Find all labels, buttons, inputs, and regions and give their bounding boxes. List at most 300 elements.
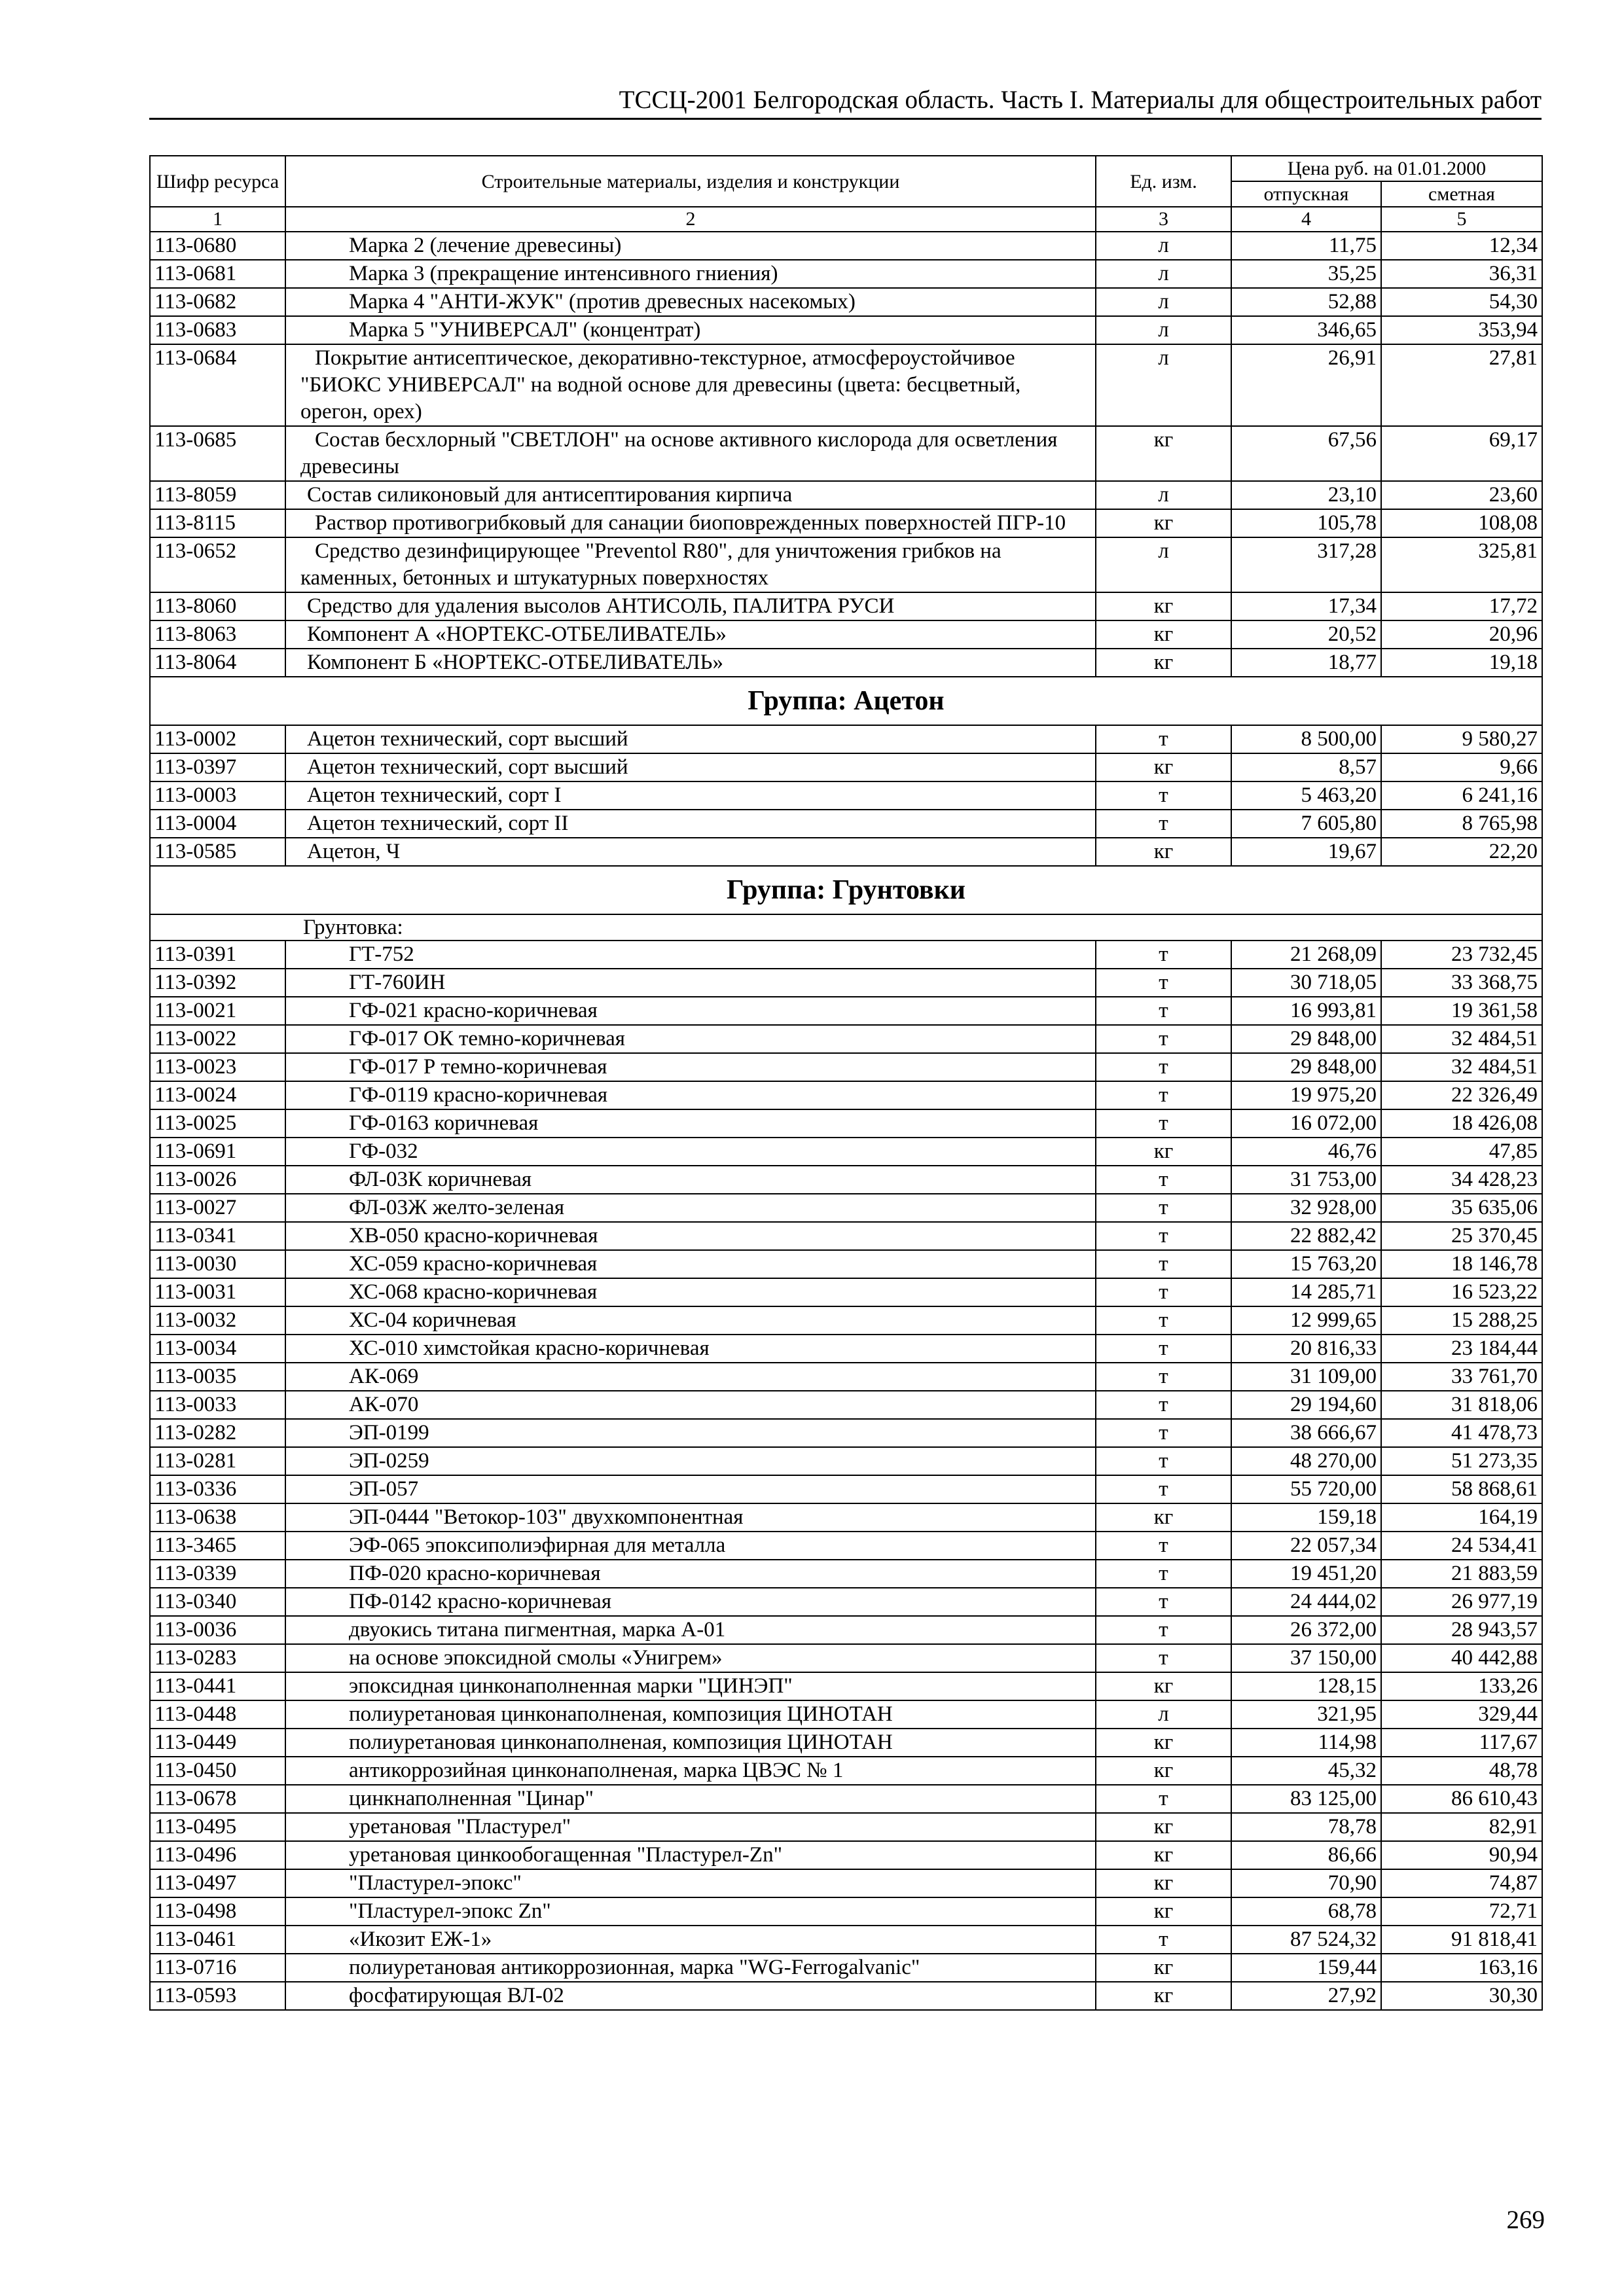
material-name: ФЛ-03Ж желто-зеленая [349, 1196, 565, 1219]
estimate-price-cell: 23 184,44 [1381, 1335, 1542, 1363]
material-name-cell [285, 344, 1096, 426]
release-price-cell: 38 666,67 [1231, 1419, 1381, 1447]
table-row [150, 1532, 1542, 1560]
resource-code-cell: 113-0448 [150, 1700, 285, 1729]
release-price-cell: 20 816,33 [1231, 1335, 1381, 1363]
material-name-cell [285, 1166, 1096, 1194]
resource-code-cell: 113-0030 [150, 1250, 285, 1278]
column-header-code: Шифр ресурса [150, 156, 285, 207]
material-name-cell [285, 1532, 1096, 1560]
release-price-cell: 31 109,00 [1231, 1363, 1381, 1391]
unit-cell: т [1096, 969, 1231, 997]
unit-cell: т [1096, 1222, 1231, 1250]
release-price-cell: 321,95 [1231, 1700, 1381, 1729]
release-price-cell: 46,76 [1231, 1138, 1381, 1166]
unit-cell: т [1096, 1419, 1231, 1447]
unit-cell: т [1096, 1194, 1231, 1222]
material-name-cell [285, 838, 1096, 866]
table-row [150, 1757, 1542, 1785]
unit-cell: л [1096, 1700, 1231, 1729]
material-name-cell [285, 1138, 1096, 1166]
unit-cell: кг [1096, 1757, 1231, 1785]
column-number: 2 [285, 207, 1096, 232]
material-name-cell [285, 1278, 1096, 1306]
unit-cell: кг [1096, 509, 1231, 537]
release-price-cell: 21 268,09 [1231, 941, 1381, 969]
table-row [150, 1053, 1542, 1081]
release-price-cell: 16 072,00 [1231, 1109, 1381, 1138]
estimate-price-cell: 82,91 [1381, 1813, 1542, 1841]
estimate-price-cell: 32 484,51 [1381, 1053, 1542, 1081]
material-name-cell [285, 1897, 1096, 1926]
estimate-price-cell: 16 523,22 [1381, 1278, 1542, 1306]
resource-code-cell: 113-0004 [150, 810, 285, 838]
unit-cell: т [1096, 1532, 1231, 1560]
table-row [150, 1109, 1542, 1138]
resource-code-cell: 113-0691 [150, 1138, 285, 1166]
unit-cell: л [1096, 232, 1231, 260]
material-name: ГФ-032 [349, 1139, 418, 1163]
resource-code-cell: 113-0025 [150, 1109, 285, 1138]
table-row [150, 781, 1542, 810]
table-row [150, 260, 1542, 288]
estimate-price-cell: 36,31 [1381, 260, 1542, 288]
table-row [150, 1025, 1542, 1053]
table-row [150, 1306, 1542, 1335]
release-price-cell: 78,78 [1231, 1813, 1381, 1841]
release-price-cell: 27,92 [1231, 1982, 1381, 2010]
estimate-price-cell: 163,16 [1381, 1954, 1542, 1982]
material-name: Состав бесхлорный "СВЕТЛОН" на основе активного кислорода для осветления древесины [300, 428, 1058, 478]
table-row [150, 1447, 1542, 1475]
material-name-cell [285, 1391, 1096, 1419]
estimate-price-cell: 325,81 [1381, 537, 1542, 592]
unit-cell: т [1096, 1306, 1231, 1335]
estimate-price-cell: 22 326,49 [1381, 1081, 1542, 1109]
release-price-cell: 83 125,00 [1231, 1785, 1381, 1813]
release-price-cell: 19 451,20 [1231, 1560, 1381, 1588]
estimate-price-cell: 31 818,06 [1381, 1391, 1542, 1419]
unit-cell: кг [1096, 838, 1231, 866]
material-name-cell [285, 1335, 1096, 1363]
unit-cell: т [1096, 941, 1231, 969]
table-row [150, 509, 1542, 537]
release-price-cell: 30 718,05 [1231, 969, 1381, 997]
material-name: АК-070 [349, 1393, 419, 1416]
release-price-cell: 14 285,71 [1231, 1278, 1381, 1306]
resource-code-cell: 113-0684 [150, 344, 285, 426]
release-price-cell: 346,65 [1231, 316, 1381, 344]
estimate-price-cell: 91 818,41 [1381, 1926, 1542, 1954]
material-name: антикоррозийная цинконаполненая, марка ЦВЭС № 1 [349, 1759, 844, 1782]
table-row [150, 1785, 1542, 1813]
group-row-primers [150, 866, 1542, 914]
table-row [150, 537, 1542, 592]
column-number: 5 [1381, 207, 1542, 232]
release-price-cell: 317,28 [1231, 537, 1381, 592]
release-price-cell: 19,67 [1231, 838, 1381, 866]
material-name: Состав силиконовый для антисептирования кирпича [307, 483, 793, 507]
resource-code-cell: 113-0024 [150, 1081, 285, 1109]
material-name-cell [285, 1363, 1096, 1391]
resource-code-cell: 113-0021 [150, 997, 285, 1025]
material-name: Ацетон технический, сорт высший [307, 727, 628, 751]
materials-table-wrapper [149, 155, 1542, 2011]
unit-cell: т [1096, 1053, 1231, 1081]
table-row [150, 1419, 1542, 1447]
estimate-price-cell: 9,66 [1381, 753, 1542, 781]
release-price-cell: 15 763,20 [1231, 1250, 1381, 1278]
release-price-cell: 128,15 [1231, 1672, 1381, 1700]
unit-cell: т [1096, 1447, 1231, 1475]
release-price-cell: 22 882,42 [1231, 1222, 1381, 1250]
resource-code-cell: 113-0002 [150, 725, 285, 753]
material-name: цинкнаполненная "Цинар" [349, 1787, 594, 1810]
estimate-price-cell: 21 883,59 [1381, 1560, 1542, 1588]
table-row [150, 1588, 1542, 1616]
table-row [150, 1813, 1542, 1841]
table-row [150, 288, 1542, 316]
resource-code-cell: 113-0340 [150, 1588, 285, 1616]
resource-code-cell: 113-0027 [150, 1194, 285, 1222]
estimate-price-cell: 18 146,78 [1381, 1250, 1542, 1278]
material-name: Ацетон технический, сорт I [307, 783, 562, 807]
unit-cell: т [1096, 997, 1231, 1025]
material-name: ХС-04 коричневая [349, 1308, 516, 1332]
column-number-row [150, 207, 1542, 232]
estimate-price-cell: 17,72 [1381, 592, 1542, 620]
estimate-price-cell: 9 580,27 [1381, 725, 1542, 753]
unit-cell: т [1096, 1391, 1231, 1419]
column-header-name: Строительные материалы, изделия и конструкции [285, 156, 1096, 207]
table-row [150, 316, 1542, 344]
material-name-cell [285, 1025, 1096, 1053]
material-name: ГТ-752 [349, 942, 414, 966]
table-row [150, 969, 1542, 997]
material-name: Ацетон технический, сорт высший [307, 755, 628, 779]
unit-cell: л [1096, 316, 1231, 344]
table-row [150, 1335, 1542, 1363]
material-name: ЭФ-065 эпоксиполиэфирная для металла [349, 1534, 726, 1557]
table-row [150, 1700, 1542, 1729]
estimate-price-cell: 30,30 [1381, 1982, 1542, 2010]
release-price-cell: 5 463,20 [1231, 781, 1381, 810]
table-row [150, 1194, 1542, 1222]
resource-code-cell: 113-0003 [150, 781, 285, 810]
material-name-cell [285, 260, 1096, 288]
release-price-cell: 17,34 [1231, 592, 1381, 620]
release-price-cell: 19 975,20 [1231, 1081, 1381, 1109]
material-name-cell [285, 620, 1096, 649]
table-row [150, 941, 1542, 969]
material-name: ГТ-760ИН [349, 971, 446, 994]
material-name: полиуретановая антикоррозионная, марка "WG-Ferrogalvanic" [349, 1956, 920, 1979]
table-row [150, 1644, 1542, 1672]
material-name-cell [285, 1700, 1096, 1729]
material-name-cell [285, 426, 1096, 481]
estimate-price-cell: 28 943,57 [1381, 1616, 1542, 1644]
material-name-cell [285, 1222, 1096, 1250]
estimate-price-cell: 19,18 [1381, 649, 1542, 677]
material-name-cell [285, 969, 1096, 997]
material-name-cell [285, 232, 1096, 260]
table-section-primers-heading [150, 866, 1542, 941]
materials-price-table [149, 155, 1543, 2011]
release-price-cell: 105,78 [1231, 509, 1381, 537]
table-section-acetone [150, 725, 1542, 866]
material-name-cell [285, 1250, 1096, 1278]
material-name: «Икозит ЕЖ-1» [349, 1928, 492, 1951]
material-name: ЭП-0444 "Ветокор-103" двухкомпонентная [349, 1505, 744, 1529]
estimate-price-cell: 18 426,08 [1381, 1109, 1542, 1138]
resource-code-cell: 113-8115 [150, 509, 285, 537]
unit-cell: кг [1096, 1138, 1231, 1166]
resource-code-cell: 113-0449 [150, 1729, 285, 1757]
material-name-cell [285, 1588, 1096, 1616]
release-price-cell: 37 150,00 [1231, 1644, 1381, 1672]
material-name: Марка 5 "УНИВЕРСАЛ" (концентрат) [349, 318, 701, 342]
release-price-cell: 29 848,00 [1231, 1025, 1381, 1053]
material-name: Марка 2 (лечение древесины) [349, 234, 622, 257]
table-row [150, 1363, 1542, 1391]
material-name: "Пластурел-эпокс" [349, 1871, 522, 1895]
material-name-cell [285, 1560, 1096, 1588]
estimate-price-cell: 32 484,51 [1381, 1025, 1542, 1053]
unit-cell: кг [1096, 426, 1231, 481]
unit-cell: т [1096, 1166, 1231, 1194]
page-header: ТССЦ-2001 Белгородская область. Часть I. Материалы для общестроительных работ [619, 86, 1542, 114]
table-row [150, 1475, 1542, 1503]
estimate-price-cell: 41 478,73 [1381, 1419, 1542, 1447]
material-name: Марка 4 "АНТИ-ЖУК" (против древесных насекомых) [349, 290, 856, 314]
estimate-price-cell: 26 977,19 [1381, 1588, 1542, 1616]
unit-cell: кг [1096, 1954, 1231, 1982]
unit-cell: т [1096, 1926, 1231, 1954]
table-row [150, 1926, 1542, 1954]
table-row [150, 1729, 1542, 1757]
resource-code-cell: 113-0023 [150, 1053, 285, 1081]
unit-cell: кг [1096, 592, 1231, 620]
resource-code-cell: 113-0681 [150, 260, 285, 288]
resource-code-cell: 113-0716 [150, 1954, 285, 1982]
release-price-cell: 55 720,00 [1231, 1475, 1381, 1503]
material-name-cell [285, 1081, 1096, 1109]
unit-cell: кг [1096, 1841, 1231, 1869]
table-row [150, 1616, 1542, 1644]
material-name: АК-069 [349, 1365, 419, 1388]
release-price-cell: 8,57 [1231, 753, 1381, 781]
estimate-price-cell: 19 361,58 [1381, 997, 1542, 1025]
material-name-cell [285, 1503, 1096, 1532]
page-number: 269 [1506, 2206, 1545, 2234]
unit-cell: т [1096, 1560, 1231, 1588]
resource-code-cell: 113-0281 [150, 1447, 285, 1475]
release-price-cell: 20,52 [1231, 620, 1381, 649]
material-name-cell [285, 1926, 1096, 1954]
resource-code-cell: 113-0450 [150, 1757, 285, 1785]
unit-cell: л [1096, 260, 1231, 288]
table-row [150, 344, 1542, 426]
release-price-cell: 22 057,34 [1231, 1532, 1381, 1560]
material-name-cell [285, 1841, 1096, 1869]
estimate-price-cell: 108,08 [1381, 509, 1542, 537]
unit-cell: т [1096, 1250, 1231, 1278]
resource-code-cell: 113-0336 [150, 1475, 285, 1503]
release-price-cell: 16 993,81 [1231, 997, 1381, 1025]
release-price-cell: 48 270,00 [1231, 1447, 1381, 1475]
unit-cell: т [1096, 1616, 1231, 1644]
material-name: ХВ-050 красно-коричневая [349, 1224, 598, 1247]
unit-cell: т [1096, 1335, 1231, 1363]
estimate-price-cell: 33 368,75 [1381, 969, 1542, 997]
resource-code-cell: 113-0283 [150, 1644, 285, 1672]
estimate-price-cell: 164,19 [1381, 1503, 1542, 1532]
material-name: полиуретановая цинконаполненая, композиция ЦИНОТАН [349, 1702, 893, 1726]
release-price-cell: 114,98 [1231, 1729, 1381, 1757]
unit-cell: т [1096, 725, 1231, 753]
material-name: полиуретановая цинконаполненая, композиция ЦИНОТАН [349, 1731, 893, 1754]
unit-cell: кг [1096, 1869, 1231, 1897]
material-name-cell [285, 316, 1096, 344]
material-name-cell [285, 810, 1096, 838]
material-name: Средство для удаления высолов АНТИСОЛЬ, ПАЛИТРА РУСИ [307, 594, 895, 618]
table-row [150, 1841, 1542, 1869]
resource-code-cell: 113-0391 [150, 941, 285, 969]
unit-cell: л [1096, 288, 1231, 316]
table-row [150, 810, 1542, 838]
resource-code-cell: 113-0022 [150, 1025, 285, 1053]
resource-code-cell: 113-0585 [150, 838, 285, 866]
resource-code-cell: 113-0461 [150, 1926, 285, 1954]
unit-cell: т [1096, 1363, 1231, 1391]
group-title-acetone: Группа: Ацетон [150, 677, 1542, 725]
table-row [150, 232, 1542, 260]
resource-code-cell: 113-0497 [150, 1869, 285, 1897]
material-name: Покрытие антисептическое, декоративно-текстурное, атмосфероустойчивое "БИОКС УНИВЕРСАЛ" на водной основе для древесины (цвета: бесцветный, орегон, орех) [300, 346, 1021, 423]
estimate-price-cell: 40 442,88 [1381, 1644, 1542, 1672]
table-row [150, 997, 1542, 1025]
release-price-cell: 12 999,65 [1231, 1306, 1381, 1335]
material-name: Компонент А «НОРТЕКС-ОТБЕЛИВАТЕЛЬ» [307, 622, 727, 646]
resource-code-cell: 113-0682 [150, 288, 285, 316]
material-name-cell [285, 1053, 1096, 1081]
release-price-cell: 52,88 [1231, 288, 1381, 316]
release-price-cell: 87 524,32 [1231, 1926, 1381, 1954]
unit-cell: т [1096, 1081, 1231, 1109]
material-name: ГФ-017 Р темно-коричневая [349, 1055, 607, 1079]
table-row [150, 1278, 1542, 1306]
material-name-cell [285, 592, 1096, 620]
estimate-price-cell: 133,26 [1381, 1672, 1542, 1700]
estimate-price-cell: 48,78 [1381, 1757, 1542, 1785]
release-price-cell: 31 753,00 [1231, 1166, 1381, 1194]
material-name-cell [285, 1109, 1096, 1138]
unit-cell: кг [1096, 1897, 1231, 1926]
material-name: ГФ-0119 красно-коричневая [349, 1083, 608, 1107]
table-header-row-1 [150, 156, 1542, 181]
material-name-cell [285, 753, 1096, 781]
material-name-cell [285, 537, 1096, 592]
estimate-price-cell: 86 610,43 [1381, 1785, 1542, 1813]
material-name-cell [285, 1194, 1096, 1222]
table-row [150, 1672, 1542, 1700]
material-name: Марка 3 (прекращение интенсивного гниения) [349, 262, 778, 285]
estimate-price-cell: 54,30 [1381, 288, 1542, 316]
resource-code-cell: 113-0652 [150, 537, 285, 592]
table-row [150, 1869, 1542, 1897]
estimate-price-cell: 8 765,98 [1381, 810, 1542, 838]
group-title-primers: Группа: Грунтовки [150, 866, 1542, 914]
table-row [150, 481, 1542, 509]
unit-cell: кг [1096, 1982, 1231, 2010]
material-name: Ацетон, Ч [307, 840, 401, 863]
resource-code-cell: 113-3465 [150, 1532, 285, 1560]
material-name-cell [285, 509, 1096, 537]
release-price-cell: 18,77 [1231, 649, 1381, 677]
table-row [150, 838, 1542, 866]
estimate-price-cell: 27,81 [1381, 344, 1542, 426]
table-row [150, 1250, 1542, 1278]
material-name-cell [285, 649, 1096, 677]
unit-cell: т [1096, 1475, 1231, 1503]
release-price-cell: 8 500,00 [1231, 725, 1381, 753]
resource-code-cell: 113-8063 [150, 620, 285, 649]
resource-code-cell: 113-0031 [150, 1278, 285, 1306]
table-row [150, 1897, 1542, 1926]
material-name-cell [285, 725, 1096, 753]
resource-code-cell: 113-0678 [150, 1785, 285, 1813]
material-name-cell [285, 1785, 1096, 1813]
release-price-cell: 26 372,00 [1231, 1616, 1381, 1644]
resource-code-cell: 113-0683 [150, 316, 285, 344]
table-row [150, 753, 1542, 781]
estimate-price-cell: 15 288,25 [1381, 1306, 1542, 1335]
estimate-price-cell: 90,94 [1381, 1841, 1542, 1869]
group-row-acetone [150, 677, 1542, 725]
column-number: 4 [1231, 207, 1381, 232]
material-name-cell [285, 997, 1096, 1025]
resource-code-cell: 113-0026 [150, 1166, 285, 1194]
column-header-price: Цена руб. на 01.01.2000 [1231, 156, 1542, 181]
resource-code-cell: 113-0685 [150, 426, 285, 481]
material-name: ГФ-0163 коричневая [349, 1111, 539, 1135]
resource-code-cell: 113-0032 [150, 1306, 285, 1335]
estimate-price-cell: 33 761,70 [1381, 1363, 1542, 1391]
resource-code-cell: 113-0680 [150, 232, 285, 260]
material-name-cell [285, 1306, 1096, 1335]
estimate-price-cell: 23,60 [1381, 481, 1542, 509]
estimate-price-cell: 20,96 [1381, 620, 1542, 649]
resource-code-cell: 113-8064 [150, 649, 285, 677]
resource-code-cell: 113-0035 [150, 1363, 285, 1391]
material-name-cell [285, 1757, 1096, 1785]
material-name-cell [285, 1954, 1096, 1982]
material-name-cell [285, 1616, 1096, 1644]
material-name: ГФ-017 ОК темно-коричневая [349, 1027, 625, 1050]
unit-cell: т [1096, 1109, 1231, 1138]
column-number: 1 [150, 207, 285, 232]
release-price-cell: 7 605,80 [1231, 810, 1381, 838]
table-row [150, 592, 1542, 620]
unit-cell: кг [1096, 1672, 1231, 1700]
unit-cell: л [1096, 481, 1231, 509]
unit-cell: кг [1096, 753, 1231, 781]
estimate-price-cell: 51 273,35 [1381, 1447, 1542, 1475]
unit-cell: т [1096, 1588, 1231, 1616]
table-row [150, 620, 1542, 649]
estimate-price-cell: 353,94 [1381, 316, 1542, 344]
release-price-cell: 26,91 [1231, 344, 1381, 426]
